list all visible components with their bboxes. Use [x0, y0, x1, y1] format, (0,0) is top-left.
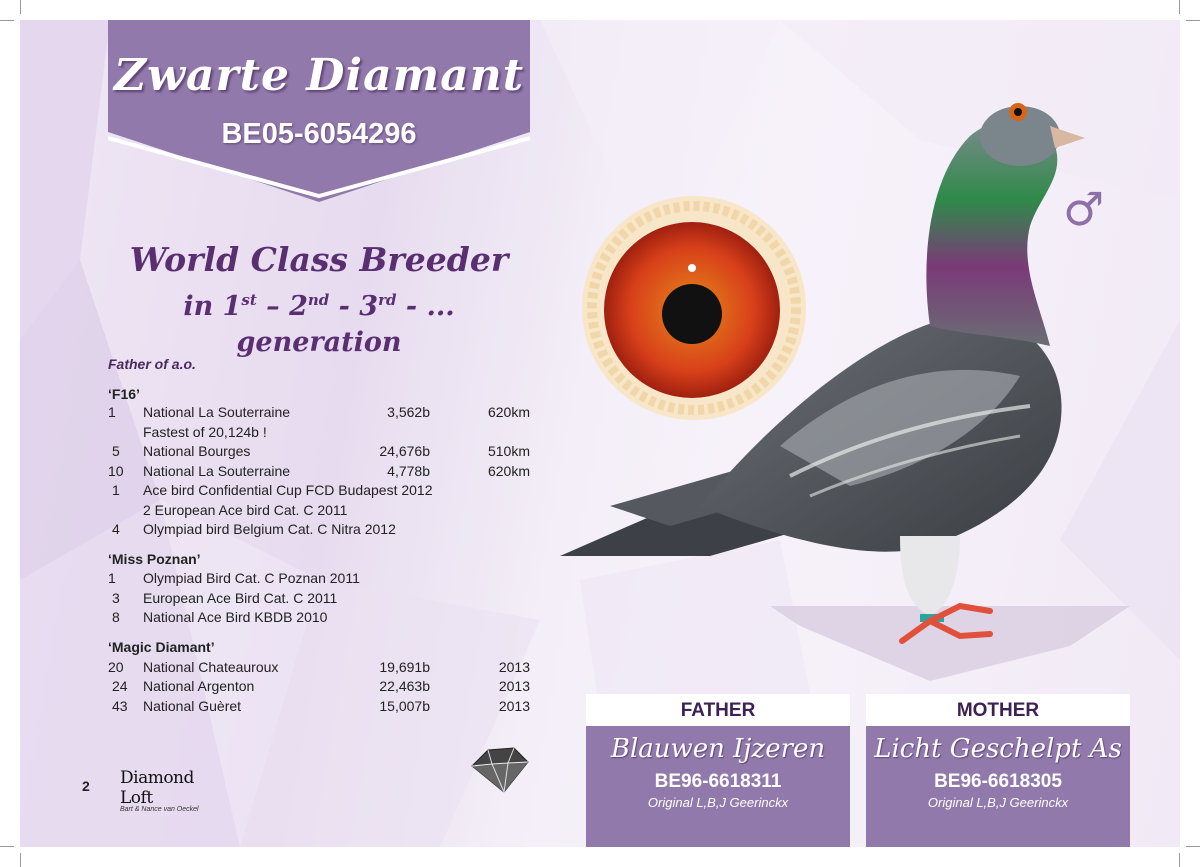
logo-subtitle: Bart & Nance van Oeckel: [120, 806, 199, 813]
mother-origin: Original L,B,J Geerinckx: [927, 795, 1069, 810]
headline-part: - ... generation: [236, 291, 455, 358]
headline-sup: nd: [307, 291, 330, 309]
result-rank: 3: [112, 590, 120, 606]
result-event: National Ace Bird KBDB 2010: [143, 609, 328, 625]
father-card: [586, 694, 850, 847]
result-event: National Guèret: [143, 698, 242, 714]
logo-title: Diamond Loft: [120, 768, 194, 808]
headline-line-1: World Class Breeder: [129, 240, 509, 279]
result-distance: 620km: [487, 463, 530, 479]
result-rank: 24: [112, 678, 128, 694]
father-ring: BE96-6618311: [654, 771, 782, 792]
banner-shape: [108, 20, 530, 202]
father-origin: Original L,B,J Geerinckx: [647, 795, 789, 810]
result-row: [108, 678, 530, 698]
result-event: National Chateauroux: [143, 659, 279, 675]
headline-part: – 2: [256, 291, 308, 322]
result-row: [108, 482, 530, 502]
result-row: [108, 659, 530, 679]
result-rank: 4: [112, 521, 120, 537]
result-row: [108, 502, 530, 522]
headline-part: in 1: [183, 291, 242, 322]
result-birds: 24,676b: [379, 443, 430, 459]
brochure-page: [20, 20, 1180, 847]
result-event: Ace bird Confidential Cup FCD Budapest 2012: [143, 482, 433, 498]
result-row: [108, 404, 530, 424]
result-event: National La Souterraine: [143, 404, 291, 420]
result-row: [108, 698, 530, 718]
result-distance: 2013: [498, 678, 530, 694]
result-rank: 43: [112, 698, 128, 714]
father-name: Blauwen Ijzeren: [610, 734, 826, 764]
headline-sup: rd: [378, 291, 397, 309]
male-symbol-icon: ♂: [1063, 182, 1105, 236]
father-details: [586, 726, 850, 847]
result-event: National Argenton: [143, 678, 255, 694]
headline-part: - 3: [329, 291, 379, 322]
result-event: National Bourges: [143, 443, 251, 459]
ring-number: BE05-6054296: [221, 118, 417, 150]
offspring-label: Father of a.o.: [108, 356, 196, 372]
result-event: National La Souterraine: [143, 463, 291, 479]
father-label: FATHER: [586, 694, 850, 726]
result-birds: 22,463b: [379, 678, 430, 694]
result-rank: 1: [112, 482, 120, 498]
result-event: Olympiad bird Belgium Cat. C Nitra 2012: [143, 521, 396, 537]
result-rank: 5: [112, 443, 120, 459]
result-distance: 620km: [487, 404, 530, 420]
result-birds: 3,562b: [387, 404, 430, 420]
headline-sup: st: [241, 291, 257, 309]
result-rank: 1: [108, 570, 116, 586]
result-row: [108, 521, 530, 541]
result-birds: 15,007b: [379, 698, 430, 714]
mother-name: Licht Geschelpt As: [874, 734, 1122, 764]
result-event: Fastest of 20,124b !: [143, 424, 267, 440]
result-rank: 8: [112, 609, 120, 625]
result-birds: 4,778b: [387, 463, 430, 479]
mother-details: [866, 726, 1130, 847]
result-distance: 510km: [487, 443, 530, 459]
result-row: [108, 443, 530, 463]
result-rank: 20: [108, 659, 124, 675]
mother-card: [866, 694, 1130, 847]
result-birds: 19,691b: [379, 659, 430, 675]
result-event: Olympiad Bird Cat. C Poznan 2011: [143, 570, 360, 586]
page-number: 2: [82, 778, 90, 794]
offspring-name: ‘Miss Poznan’: [108, 551, 201, 567]
result-row: [108, 463, 530, 483]
result-distance: 2013: [498, 659, 530, 675]
headline: [108, 238, 530, 361]
title-banner: [108, 20, 530, 202]
result-distance: 2013: [498, 698, 530, 714]
mother-label: MOTHER: [866, 694, 1130, 726]
result-row: [108, 590, 530, 610]
result-row: [108, 609, 530, 629]
result-rank: 1: [108, 404, 116, 420]
pigeon-name: Zwarte Diamant: [113, 50, 525, 101]
offspring-name: ‘F16’: [108, 386, 140, 402]
result-rank: 10: [108, 463, 124, 479]
result-row: [108, 570, 530, 590]
pigeon-image: [550, 86, 1150, 686]
result-event: European Ace Bird Cat. C 2011: [143, 590, 338, 606]
result-row: [108, 424, 530, 444]
offspring-name: ‘Magic Diamant’: [108, 639, 215, 655]
headline-line-2: [108, 282, 530, 361]
mother-ring: BE96-6618305: [934, 771, 1062, 792]
diamond-loft-logo: [120, 768, 206, 813]
result-event: 2 European Ace bird Cat. C 2011: [143, 502, 348, 518]
diamond-icon: [468, 744, 530, 794]
